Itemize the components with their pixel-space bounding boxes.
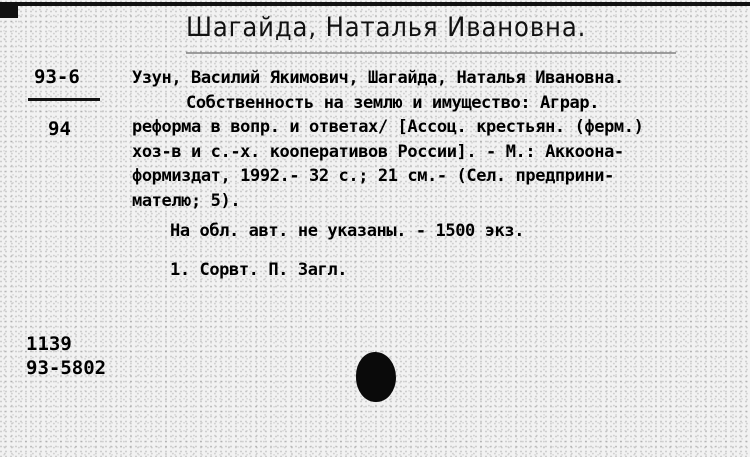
imprint-line: формиздат, 1992.- 32 с.; 21 см.- (Сел. предприни- — [132, 166, 614, 186]
card-number: 93-5802 — [26, 357, 107, 379]
tracing-line: 1. Сорвт. П. Загл. — [170, 259, 348, 280]
accession-block — [26, 332, 106, 380]
shelf-mark-divider — [28, 98, 100, 101]
subtitle-line: реформа в вопр. и ответах/ [Ассоц. крестьян. (ферм.) — [132, 117, 644, 137]
author-line: Узун, Василий Якимович, Шагайда, Наталья Ивановна. — [132, 68, 624, 88]
top-border — [0, 2, 750, 6]
shelf-mark-top: 93-6 — [34, 66, 80, 88]
series-line: мателю; 5). — [132, 190, 241, 211]
punch-hole — [356, 352, 396, 402]
handwritten-heading: Шагайда, Наталья Ивановна. — [186, 12, 587, 43]
accession-number: 1139 — [26, 333, 72, 355]
publisher-line: хоз-в и с.-х. кооперативов России]. - М.: Аккоона- — [132, 141, 624, 162]
title-line: Собственность на землю и имущество: Аграр. — [186, 92, 600, 113]
note-line: На обл. авт. не указаны. - 1500 экз. — [170, 221, 525, 241]
bibliographic-description — [132, 66, 744, 282]
heading-underline — [186, 52, 676, 54]
shelf-mark-bottom: 94 — [48, 118, 71, 140]
